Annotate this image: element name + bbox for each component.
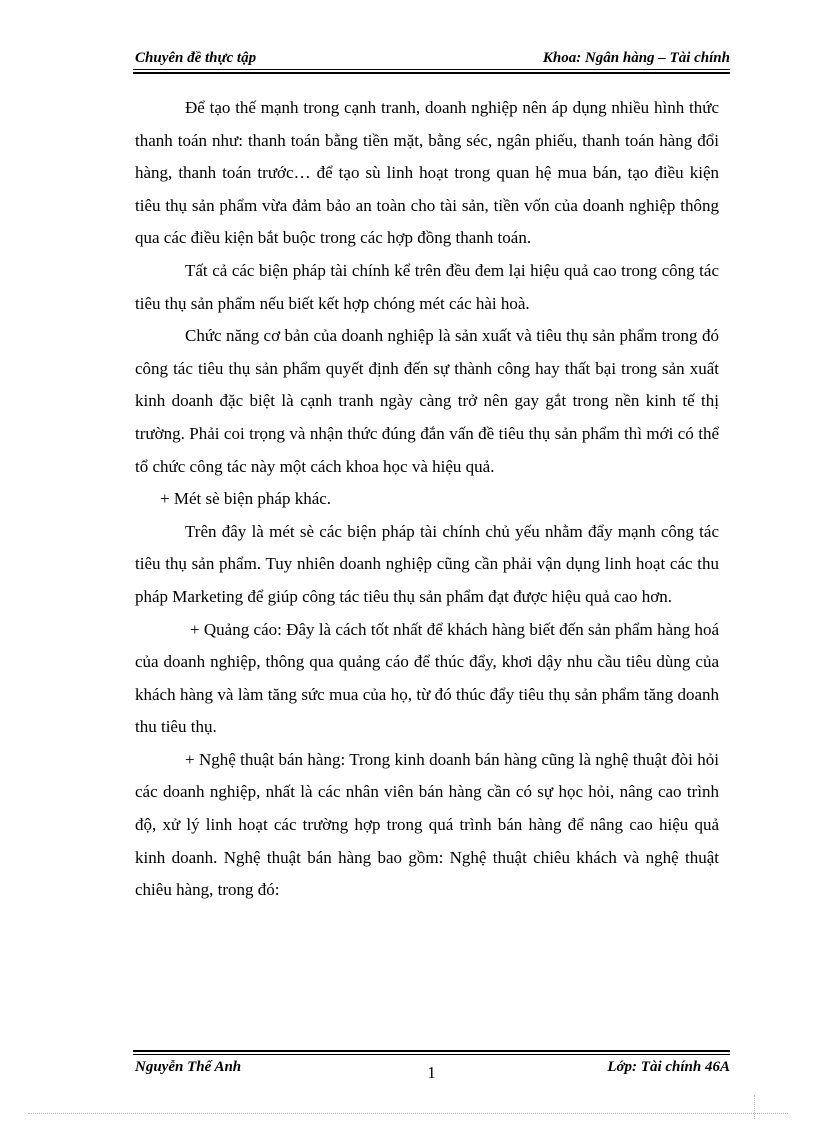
page-footer <box>133 1057 730 1081</box>
header-faculty: Khoa: Ngân hàng – Tài chính <box>542 50 730 66</box>
header-rule-thick <box>133 72 730 74</box>
page-number: 1 <box>427 1063 436 1082</box>
paragraph-basic-functions: Chức năng cơ bản của doanh nghiệp là sản xuất và tiêu thụ sản phẩm trong đó công tác tiêu thụ sản phẩm quyết định đến sự thành công hay thất bại trong sản xuất kinh doanh đặc biệt là cạnh tranh ngày càng trở nên gay gắt trong nền kinh tế thị trường. Phải coi trọng và nhận thức đúng đắn vấn đề tiêu thụ sản phẩm thì mới có thể tổ chức công tác này một cách khoa học và hiệu quả. <box>135 326 719 476</box>
page-edge-guide-vertical <box>754 1095 755 1119</box>
paragraph-marketing-intro: Trên đây là mét sè các biện pháp tài chính chủ yếu nhằm đẩy mạnh công tác tiêu thụ sản phẩm. Tuy nhiên doanh nghiệp cũng cần phải vận dụng linh hoạt các thu pháp Marketing để giúp công tác tiêu thụ sản phẩm đạt được hiệu quả cao hơn. <box>135 521 719 606</box>
paragraph-financial-measures-summary: Tất cả các biện pháp tài chính kể trên đều đem lại hiệu quả cao trong công tác tiêu thụ sản phẩm nếu biết kết hợp chóng mét các hài hoà. <box>135 260 719 313</box>
footer-rule-thin <box>133 1054 730 1055</box>
footer-rule-thick <box>133 1050 730 1052</box>
header-rule-thin <box>133 69 730 70</box>
paragraph-payment-methods: Để tạo thế mạnh trong cạnh tranh, doanh nghiệp nên áp dụng nhiều hình thức thanh toán như: thanh toán bằng tiền mặt, bằng séc, ngân phiếu, thanh toán hàng đổi hàng, thanh toán trước… để tạo sù linh hoạt trong quan hệ mua bán, tạo điều kiện tiêu thụ sản phẩm vừa đảm bảo an toàn cho tài sản, tiền vốn của doanh nghiệp thông qua các điều kiện bắt buộc trong các hợp đồng thanh toán. <box>135 98 719 248</box>
footer-author: Nguyễn Thế Anh <box>135 1059 242 1075</box>
paragraph-other-measures-heading: + Mét sè biện pháp khác. <box>160 489 332 509</box>
paragraph-sales-art: + Nghệ thuật bán hàng: Trong kinh doanh bán hàng cũng là nghệ thuật đòi hỏi các doanh nghiệp, nhất là các nhân viên bán hàng cần có sự học hỏi, nâng cao trình độ, xử lý linh hoạt các trường hợp trong quá trình bán hàng để nâng cao hiệu quả kinh doanh. Nghệ thuật bán hàng bao gồm: Nghệ thuật chiêu khách và nghệ thuật chiêu hàng, trong đó: <box>135 749 719 900</box>
page-header <box>133 48 730 70</box>
footer-class: Lớp: Tài chính 46A <box>607 1059 730 1075</box>
header-report-title: Chuyên đề thực tập <box>135 50 257 66</box>
document-body <box>135 92 719 907</box>
paragraph-advertising: + Quảng cáo: Đây là cách tốt nhất để khách hàng biết đến sản phẩm hàng hoá của doanh nghiệp, thông qua quảng cáo để thúc đẩy, khơi dậy nhu cầu tiêu dùng của khách hàng và làm tăng sức mua của họ, từ đó thúc đẩy tiêu thụ sản phẩm tăng doanh thu tiêu thụ. <box>135 619 719 737</box>
page-edge-guide-horizontal <box>28 1113 788 1114</box>
